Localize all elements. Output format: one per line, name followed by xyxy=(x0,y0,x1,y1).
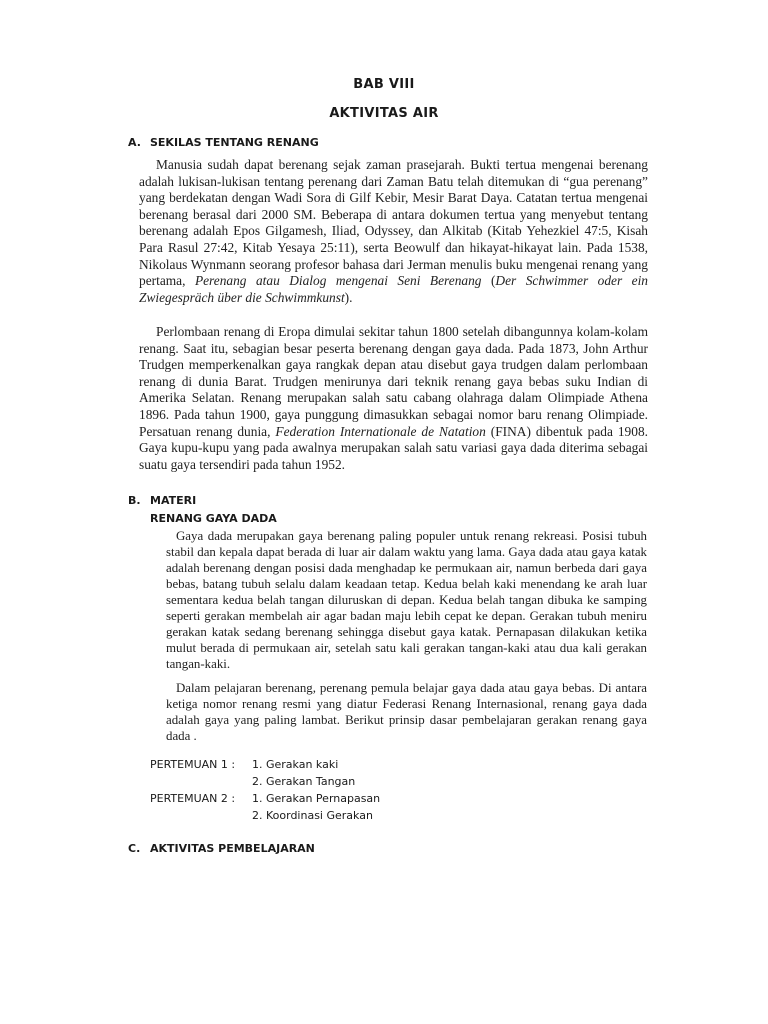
schedule-item: 1. Gerakan kaki xyxy=(252,758,339,771)
section-a-p1-italic-2: Der Schwimmer oder ein Zwiegespräch über die Schwimmkunst xyxy=(139,273,648,305)
section-b-subheading: RENANG GAYA DADA xyxy=(150,512,277,525)
chapter-title: BAB VIII xyxy=(353,77,415,92)
section-a-p2-italic: Federation Internationale de Natation xyxy=(275,423,486,439)
chapter-subtitle: AKTIVITAS AIR xyxy=(329,106,439,121)
section-a-title: SEKILAS TENTANG RENANG xyxy=(150,136,319,149)
section-a-paragraph-1 xyxy=(139,157,648,306)
section-a-p1-end: ). xyxy=(344,289,353,305)
schedule-item: 2. Koordinasi Gerakan xyxy=(252,809,373,822)
section-a-letter: A. xyxy=(128,136,141,149)
schedule-label: PERTEMUAN 2 : xyxy=(150,792,236,805)
section-a-paragraph-2 xyxy=(139,324,648,473)
section-a-p2-end: (FINA) dibentuk pada 1908. Gaya kupu-kupu yang pada awalnya merupakan salah satu variasi gaya dada diterima sebagai suatu gaya tersendiri pada tahun 1952. xyxy=(139,423,648,472)
section-b-paragraph-2: Dalam pelajaran berenang, perenang pemula belajar gaya dada atau gaya bebas. Di antara ketiga nomor renang resmi yang diatur Federasi Renang Internasional, renang gaya dada adalah gaya yang paling lambat. Berikut prinsip dasar pembelajaran gerakan renang gaya dada . xyxy=(166,681,647,743)
section-a-p1-italic-1: Perenang atau Dialog mengenai Seni Berenang xyxy=(194,273,482,289)
schedule-item: 2. Gerakan Tangan xyxy=(252,775,356,788)
section-a-p1-text: Manusia sudah dapat berenang sejak zaman prasejarah. Bukti tertua mengenai berenang adalah lukisan-lukisan tentang perenang dari Zaman Batu telah ditemukan di “gua perenang” yang berdekatan dengan Wadi Sora di Gilf Kebir, Mesir Barat Daya. Catatan tertua mengenai berenang berasal dari 2000 SM. Beberapa di antara dokumen tertua yang menyebut tentang berenang adalah Epos Gilgamesh, Iliad, Odyssey, dan Alkitab (Kitab Yehezkiel 47:5, Kisah Para Rasul 27:42, Kitab Yesaya 25:11), serta Beowulf dan hikayat-hikayat lain. Pada 1538, Nikolaus Wynmann seorang profesor bahasa dari Jerman menulis buku mengenai renang yang pertama, xyxy=(139,157,648,289)
section-c-title: AKTIVITAS PEMBELAJARAN xyxy=(150,842,315,855)
section-b-paragraph-1: Gaya dada merupakan gaya berenang paling populer untuk renang rekreasi. Posisi tubuh stabil dan kepala dapat berada di luar air dalam waktu yang lama. Gaya dada atau gaya katak adalah berenang dengan posisi dada menghadap ke permukaan air, namun berbeda dari gaya bebas, batang tubuh selalu dalam keadaan tetap. Kedua belah kaki menendang ke arah luar sementara kedua belah tangan diluruskan di depan. Kedua belah tangan dibuka ke samping seperti gerakan membelah air agar badan maju lebih cepat ke depan. Gerakan tubuh meniru gerakan katak sedang berenang sehingga disebut gaya katak. Pernapasan dilakukan ketika mulut berada di permukaan air, setelah satu kali gerakan tangan-kaki atau dua kali gerakan tangan-kaki. xyxy=(166,529,647,671)
section-a-p2-text: Perlombaan renang di Eropa dimulai sekitar tahun 1800 setelah dibangunnya kolam-kolam renang. Saat itu, sebagian besar peserta berenang dengan gaya dada. Pada 1873, John Arthur Trudgen memperkenalkan gaya rangkak depan atau disebut gaya trudgen dalam perlombaan renang di dunia Barat. Trudgen menirunya dari teknik renang gaya bebas suku Indian di Amerika Selatan. Renang merupakan salah satu cabang olahraga dalam Olimpiade Athena 1896. Pada tahun 1900, gaya punggung dimasukkan sebagai nomor baru renang Olimpiade. Persatuan renang dunia, xyxy=(139,324,648,439)
section-a-p1-mid: ( xyxy=(481,273,496,289)
section-c-letter: C. xyxy=(128,842,141,855)
section-b-title: MATERI xyxy=(150,494,197,507)
schedule-label: PERTEMUAN 1 : xyxy=(150,758,236,771)
schedule-item: 1. Gerakan Pernapasan xyxy=(252,792,381,805)
section-b-letter: B. xyxy=(128,494,141,507)
